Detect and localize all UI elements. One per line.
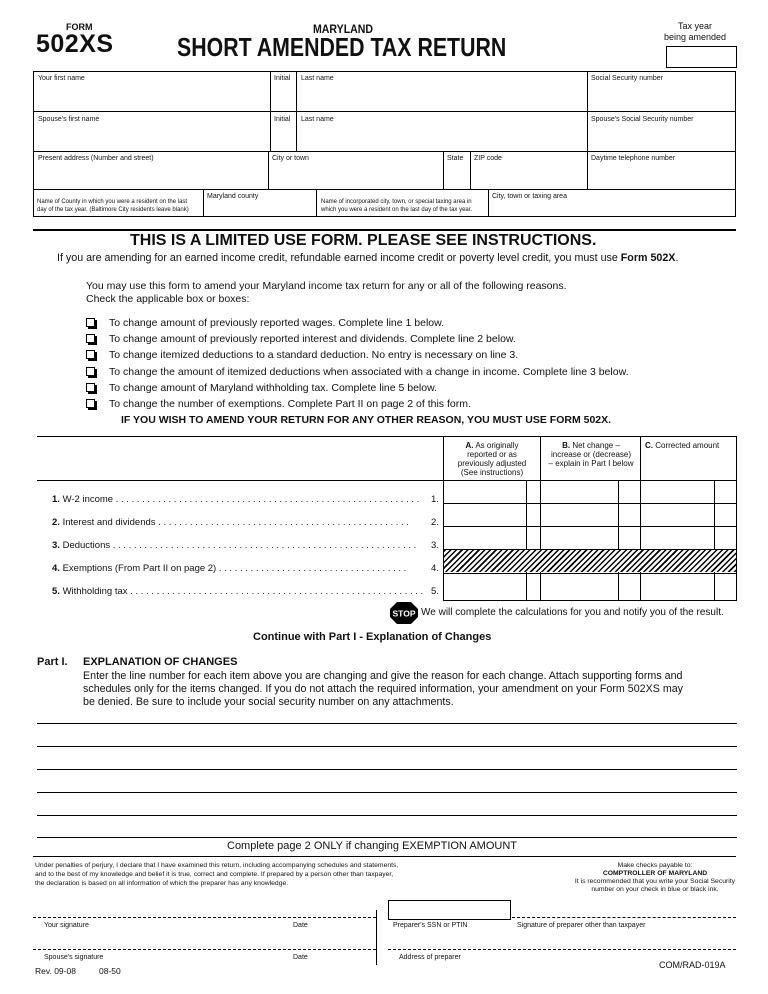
line-1-label: [52, 494, 419, 505]
spouse-last-name-field[interactable]: Last name: [301, 116, 334, 123]
line-number: 2.: [52, 517, 60, 528]
reason-text: To change amount of Maryland withholding tax. Complete line 5 below.: [109, 382, 438, 394]
stop-sign-text: STOP: [392, 608, 416, 619]
payment-line-1: Make checks payable to:: [617, 862, 693, 869]
payment-line-3: It is recommended that you write your Social Security: [574, 878, 736, 885]
state-field[interactable]: State: [447, 155, 464, 162]
phone-field[interactable]: Daytime telephone number: [591, 155, 676, 162]
preparer-ssn-input[interactable]: [388, 900, 511, 920]
leader-dots: . . . . . . . . . . . . . . . . . . . . . . . . . . . . . . . . . . . . . . . . . . . . . . . . . . . . . . . .: [130, 586, 424, 597]
col-a-text-1: As originally: [475, 441, 519, 450]
form-label: FORM: [66, 22, 93, 32]
reason-item[interactable]: [86, 333, 516, 345]
intro-line-1: You may use this form to amend your Maryland income tax return for any or all of the following reasons.: [86, 280, 567, 292]
checkbox[interactable]: [86, 367, 95, 376]
explanation-line-3[interactable]: [37, 769, 737, 770]
perjury-line-1: Under penalties of perjury, I declare that I have examined this return, including accompanying schedules and statements,: [35, 862, 399, 869]
preparer-address-field[interactable]: Address of preparer: [399, 954, 461, 961]
part1-text-3: be denied. Be sure to include your social security number on any attachments.: [83, 696, 454, 708]
incorp-label-2: which you were a resident on the last day of the tax year.: [321, 207, 473, 213]
spouse-initial-field[interactable]: Initial: [274, 116, 291, 123]
leader-dots: . . . . . . . . . . . . . . . . . . . . . . . . . . . . . . . . . . . . . . . . . . . . . . . . . . . . . . . . . .: [115, 494, 420, 505]
line-1-ref: 1.: [431, 494, 439, 505]
limited-use-notice: [57, 252, 678, 265]
reason-item[interactable]: [86, 317, 444, 329]
leader-dots: . . . . . . . . . . . . . . . . . . . . . . . . . . . . . . . . . . . .: [218, 563, 407, 574]
line-3-label: [52, 540, 416, 551]
form-502x-reference: Form 502X: [620, 252, 676, 264]
leader-dots: . . . . . . . . . . . . . . . . . . . . . . . . . . . . . . . . . . . . . . . . . . . . . . . .: [158, 517, 409, 528]
maryland-county-field[interactable]: Maryland county: [207, 193, 259, 200]
preparer-signature-field[interactable]: Signature of preparer other than taxpayer: [517, 922, 646, 929]
line-number: 5.: [52, 586, 60, 597]
explanation-line-6[interactable]: [37, 837, 737, 838]
payment-info: [555, 862, 755, 894]
line-4-ref: 4.: [431, 563, 439, 574]
reason-text: To change the number of exemptions. Complete Part II on page 2 of this form.: [109, 398, 471, 410]
payment-line-2: COMPTROLLER OF MARYLAND: [602, 870, 708, 877]
last-name-field[interactable]: Last name: [301, 75, 334, 82]
line-text: W-2 income: [62, 494, 114, 505]
column-b-header: [541, 441, 641, 468]
city-taxing-area-field[interactable]: City, town or taxing area: [492, 193, 567, 200]
explanation-line-4[interactable]: [37, 792, 737, 793]
address-field[interactable]: Present address (Number and street): [38, 155, 154, 162]
page2-note: Complete page 2 ONLY if changing EXEMPTION AMOUNT: [227, 840, 517, 852]
reason-item[interactable]: [86, 382, 437, 394]
deductions-hatched-cells: [444, 550, 736, 572]
reason-text: To change the amount of itemized deductions when associated with a change in income. Complete line 3 below.: [109, 366, 629, 378]
checkbox[interactable]: [86, 334, 95, 343]
column-a-header: [446, 441, 538, 477]
payment-line-4: number on your check in blue or black ink.: [591, 886, 719, 893]
line-number: 3.: [52, 540, 60, 551]
initial-field[interactable]: Initial: [274, 75, 291, 82]
line-4-label: [52, 563, 406, 574]
com-rad-code: COM/RAD-019A: [659, 960, 726, 970]
col-b-text-3: – explain in Part I below: [548, 459, 634, 468]
reason-item[interactable]: [86, 366, 628, 378]
spouse-first-name-field[interactable]: Spouse's first name: [38, 116, 100, 123]
explanation-line-1[interactable]: [37, 723, 737, 724]
spouse-signature-field[interactable]: Spouse's signature: [44, 954, 104, 961]
tax-year-label-2: being amended: [664, 32, 727, 42]
part1-text-1: Enter the line number for each item above you are changing and give the reason for each change. Attach supporting forms and: [83, 670, 683, 682]
column-c-header: [645, 441, 719, 450]
reason-item[interactable]: [86, 398, 471, 410]
taxpayer-info-grid: [33, 71, 736, 217]
line-text: Interest and dividends: [62, 517, 156, 528]
line-text: Withholding tax: [62, 586, 128, 597]
line-5-label: [52, 586, 423, 597]
state-heading: MARYLAND: [313, 22, 374, 36]
form-number: 502XS: [36, 30, 114, 58]
reason-text: To change itemized deductions to a standard deduction. No entry is necessary on line 3.: [109, 349, 519, 361]
checkbox[interactable]: [86, 383, 95, 392]
col-c-letter: C.: [645, 441, 653, 450]
first-name-field[interactable]: Your first name: [38, 75, 85, 82]
form-code-number: 08-50: [99, 966, 121, 976]
perjury-line-2: and to the best of my knowledge and belief it is true, correct and complete. If prepared by a person other than taxpayer,: [35, 871, 394, 878]
continue-instruction: Continue with Part I - Explanation of Changes: [253, 631, 492, 643]
explanation-line-2[interactable]: [37, 746, 737, 747]
line-number: 1.: [52, 494, 60, 505]
checkbox[interactable]: [86, 350, 95, 359]
leader-dots: . . . . . . . . . . . . . . . . . . . . . . . . . . . . . . . . . . . . . . . . . . . . . . . . . . . . . . . . . .: [112, 540, 417, 551]
col-b-text-2: increase or (decrease): [550, 450, 632, 459]
your-signature-field[interactable]: Your signature: [44, 922, 89, 929]
col-b-letter: B.: [562, 441, 571, 450]
county-name-label-1: Name of County in which you were a resident on the last: [37, 199, 188, 205]
line-2-ref: 2.: [431, 517, 439, 528]
reason-item[interactable]: [86, 349, 518, 361]
incorp-label-1: Name of incorporated city, town, or special taxing area in: [321, 199, 472, 205]
city-field[interactable]: City or town: [272, 155, 309, 162]
line-text: Deductions: [62, 540, 111, 551]
explanation-line-5[interactable]: [37, 815, 737, 816]
line-5-ref: 5.: [431, 586, 439, 597]
date-field-1[interactable]: Date: [293, 922, 308, 929]
perjury-line-3: the declaration is based on all information of which the preparer has any knowledge.: [35, 880, 289, 887]
notice-text: If you are amending for an earned income credit, refundable earned income credit or poverty level credit, you must use: [57, 252, 621, 264]
stop-message: We will complete the calculations for you and notify you of the result.: [421, 607, 724, 618]
reason-text: To change amount of previously reported wages. Complete line 1 below.: [109, 317, 445, 329]
part1-label: Part I.: [37, 656, 68, 668]
line-2-label: [52, 517, 409, 528]
revision-date: Rev. 09-08: [35, 966, 76, 976]
col-b-text-1: Net change –: [572, 441, 620, 450]
col-a-text-4: (See instructions): [460, 468, 524, 477]
line-3-ref: 3.: [431, 540, 439, 551]
line-text: Exemptions (From Part II on page 2): [62, 563, 217, 574]
notice-end: .: [675, 252, 679, 264]
line-number: 4.: [52, 563, 60, 574]
preparer-ssn-label: Preparer's SSN or PTIN: [393, 922, 468, 929]
tax-year-input[interactable]: [666, 46, 737, 68]
spouse-ssn-field[interactable]: Spouse's Social Security number: [591, 116, 694, 123]
page-title: SHORT AMENDED TAX RETURN: [177, 32, 507, 62]
zip-field[interactable]: ZIP code: [474, 155, 502, 162]
col-a-letter: A.: [465, 441, 474, 450]
date-field-2[interactable]: Date: [293, 954, 308, 961]
col-c-text: Corrected amount: [655, 441, 720, 450]
checkbox[interactable]: [86, 399, 95, 408]
part1-title: EXPLANATION OF CHANGES: [83, 656, 238, 668]
county-name-label-2: day of the tax year. (Baltimore City residents leave blank): [37, 207, 189, 213]
tax-year-label-1: Tax year: [678, 21, 713, 31]
part1-text-2: schedules only for the items changed. If you do not attach the required information, your amendment on your Form 502XS may: [83, 683, 684, 695]
limited-use-heading: THIS IS A LIMITED USE FORM. PLEASE SEE INSTRUCTIONS.: [130, 232, 597, 249]
col-a-text-3: previously adjusted: [457, 459, 527, 468]
reason-text: To change amount of previously reported interest and dividends. Complete line 2 below.: [109, 333, 516, 345]
col-a-text-2: reported or as: [467, 450, 517, 459]
intro-line-2: Check the applicable box or boxes:: [86, 293, 250, 305]
ssn-field[interactable]: Social Security number: [591, 75, 663, 82]
other-reason-notice: IF YOU WISH TO AMEND YOUR RETURN FOR ANY OTHER REASON, YOU MUST USE FORM 502X.: [121, 414, 612, 426]
checkbox[interactable]: [86, 318, 95, 327]
stop-sign-icon: [389, 601, 419, 625]
